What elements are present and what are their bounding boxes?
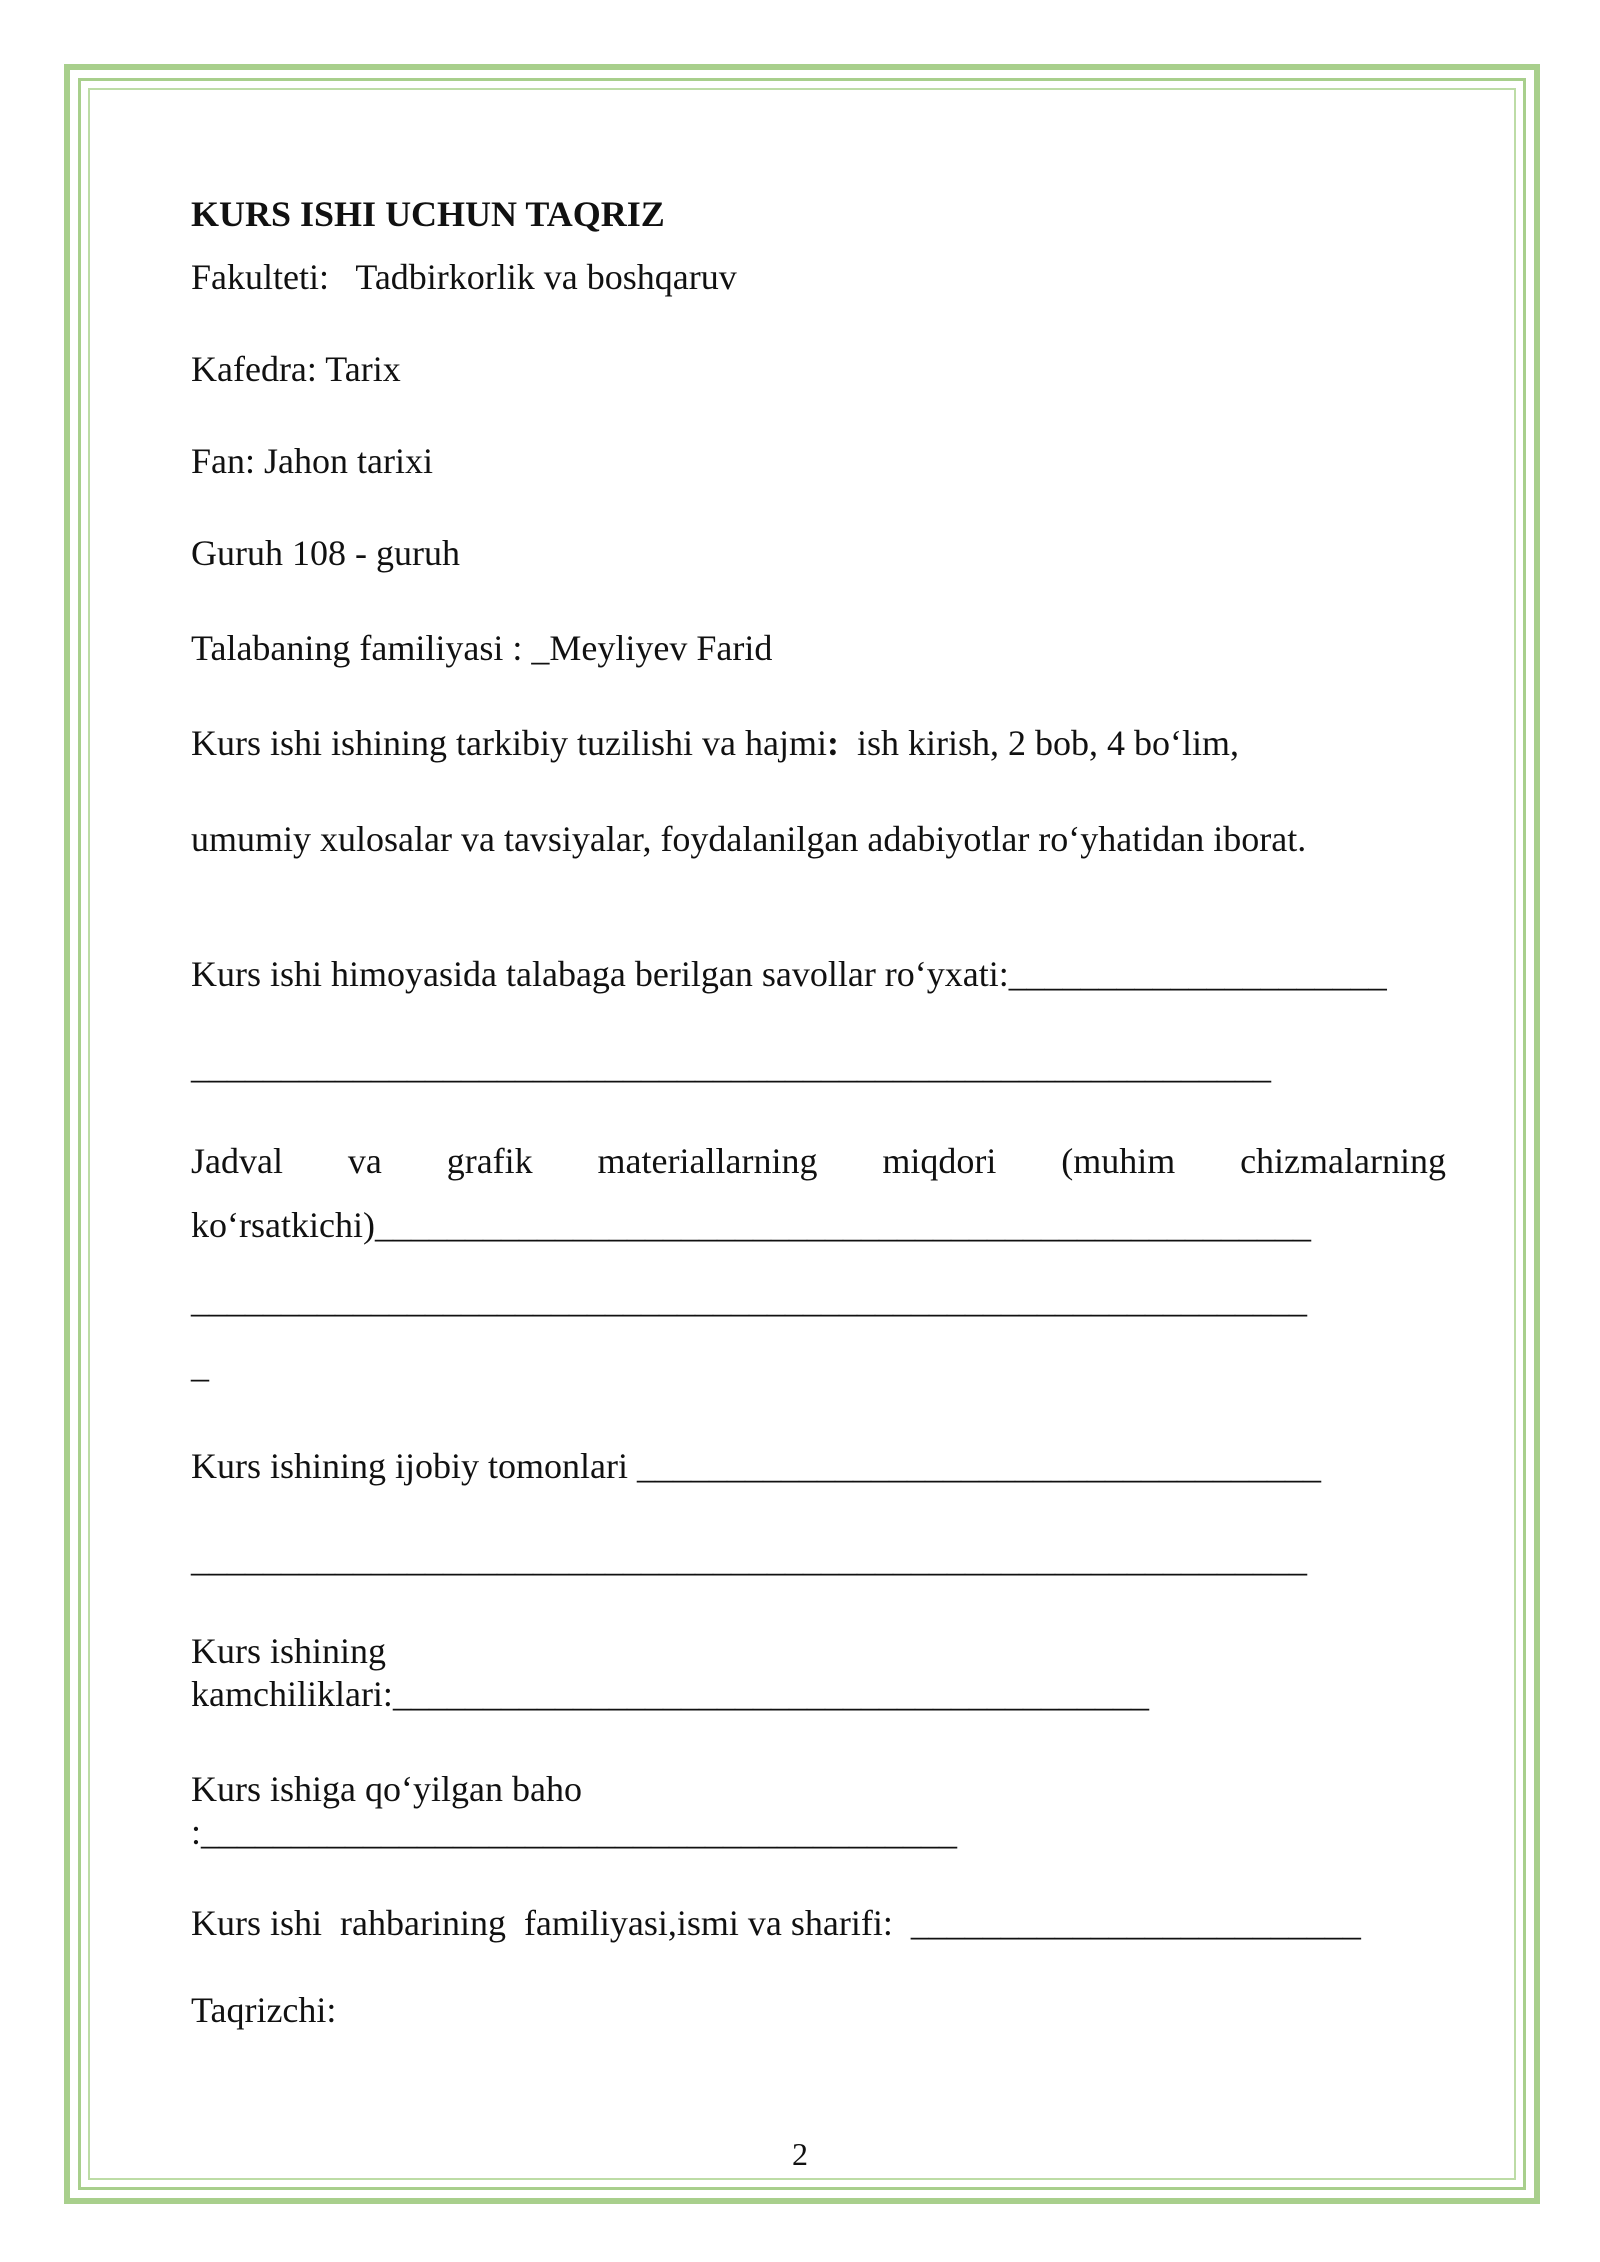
tables-word: materiallarning — [597, 1141, 818, 1181]
tables-word: grafik — [446, 1141, 533, 1181]
faculty-line: Fakulteti: Tadbirkorlik va boshqaruv — [191, 257, 737, 297]
tables-line-2: ko‘rsatkichi)____________________________________________________ — [191, 1205, 1311, 1245]
structure-label: Kurs ishi ishining tarkibiy tuzilishi va hajmi — [191, 723, 827, 763]
shortcomings-line-1: Kurs ishining — [191, 1631, 387, 1671]
grade-line-2: :__________________________________________ — [191, 1812, 958, 1852]
reviewer-line: Taqrizchi: — [191, 1990, 337, 2030]
structure-colon: : — [826, 723, 839, 763]
supervisor-line: Kurs ishi rahbarining familiyasi,ismi va sharifi: _________________________ — [191, 1903, 1361, 1943]
questions-blank-line: ____________________________________________________________ — [191, 1046, 1271, 1086]
page-number: 2 — [792, 2136, 808, 2172]
tables-word: Jadval — [191, 1141, 283, 1181]
questions-line: Kurs ishi himoyasida talabaga berilgan savollar ro‘yxati:_____________________ — [191, 954, 1387, 994]
subject-line: Fan: Jahon tarixi — [191, 441, 433, 481]
grade-line-1: Kurs ishiga qo‘yilgan baho — [191, 1769, 582, 1809]
tables-word: miqdori — [882, 1141, 997, 1181]
tables-word: va — [347, 1141, 382, 1181]
student-name-line: Talabaning familiyasi : _Meyliyev Farid — [191, 628, 773, 668]
positives-line: Kurs ishining ijobiy tomonlari ______________________________________ — [191, 1446, 1321, 1486]
form-title: KURS ISHI UCHUN TAQRIZ — [191, 194, 665, 234]
department-line: Kafedra: Tarix — [191, 349, 401, 389]
structure-line-2: umumiy xulosalar va tavsiyalar, foydalanilgan adabiyotlar ro‘yhatidan iborat. — [191, 819, 1307, 859]
shortcomings-line-2: kamchiliklari:__________________________________________ — [191, 1674, 1149, 1714]
tables-word: (muhim — [1061, 1141, 1176, 1181]
tables-word: chizmalarning — [1240, 1141, 1446, 1181]
tables-line — [191, 1140, 1446, 1182]
group-line: Guruh 108 - guruh — [191, 533, 460, 573]
structure-value: ish kirish, 2 bob, 4 bo‘lim, — [838, 723, 1239, 763]
tables-blank-dash: _ — [191, 1345, 209, 1385]
structure-line — [191, 722, 1239, 764]
page-border-inner — [88, 88, 1516, 2180]
positives-blank-line: ______________________________________________________________ — [191, 1539, 1307, 1579]
tables-blank-line: ______________________________________________________________ — [191, 1280, 1307, 1320]
